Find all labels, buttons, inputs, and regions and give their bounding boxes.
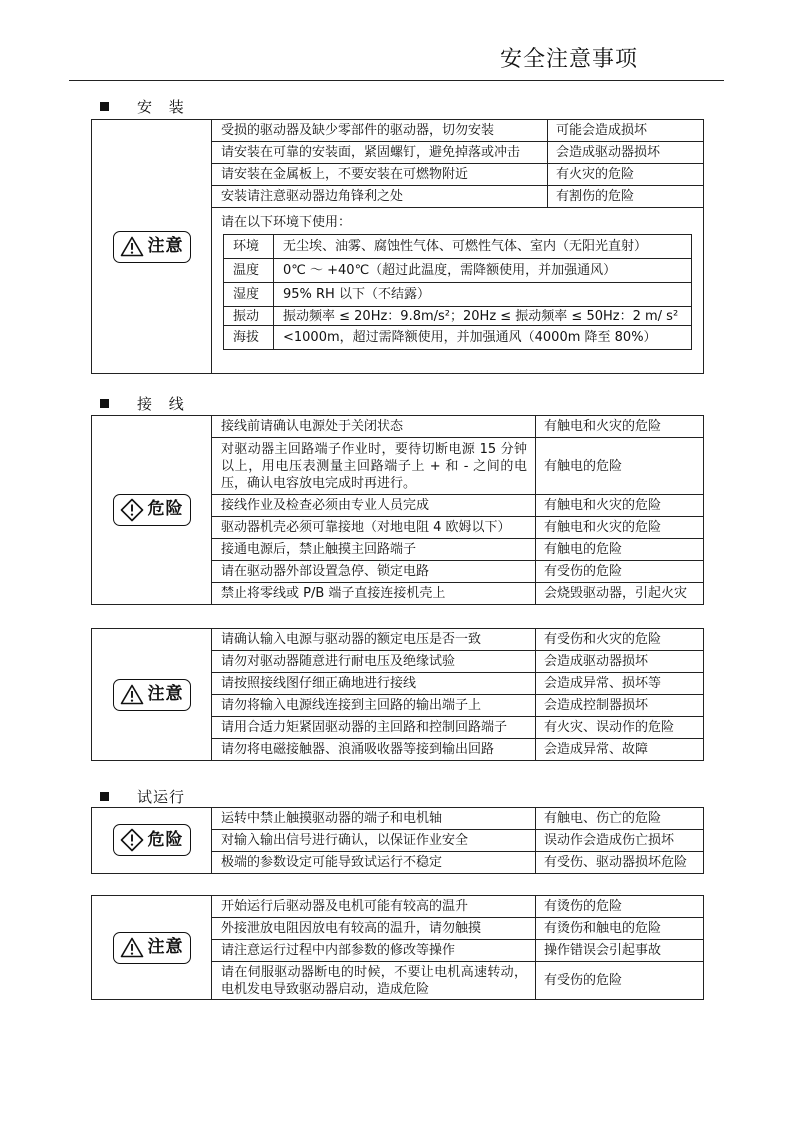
section-heading-text: 安 装 — [137, 98, 190, 116]
environment-table — [223, 234, 692, 350]
risk-text: 会造成驱动器损坏 — [548, 142, 704, 164]
env-value: 0℃ ～ +40℃（超过此温度，需降额使用，并加强通风） — [274, 259, 692, 283]
instruction-text: 请勿对驱动器随意进行耐电压及绝缘试验 — [212, 651, 536, 673]
table-row — [92, 629, 704, 651]
warning-triangle-icon — [120, 684, 144, 705]
instruction-text: 接线前请确认电源处于关闭状态 — [212, 416, 536, 438]
badge-label: 注意 — [147, 236, 184, 256]
instruction-text: 外接泄放电阻因放电有较高的温升，请勿触摸 — [212, 918, 536, 940]
page-title: 安全注意事项 — [500, 47, 639, 72]
risk-text: 会造成异常、故障 — [536, 739, 704, 761]
risk-text: 有触电、伤亡的危险 — [536, 808, 704, 830]
risk-text: 会造成异常、损坏等 — [536, 673, 704, 695]
env-key: 海拔 — [224, 326, 274, 350]
risk-text: 有触电和火灾的危险 — [536, 416, 704, 438]
instruction-text: 受损的驱动器及缺少零部件的驱动器，切勿安装 — [212, 120, 548, 142]
env-row — [224, 235, 692, 259]
danger-badge — [113, 494, 191, 526]
table-row — [92, 416, 704, 438]
env-row — [224, 259, 692, 283]
wiring-danger-table — [91, 415, 704, 605]
risk-text: 有触电和火灾的危险 — [536, 495, 704, 517]
square-bullet-icon — [100, 399, 109, 408]
risk-text: 有火灾的危险 — [548, 164, 704, 186]
badge-cell — [92, 120, 212, 374]
badge-cell — [92, 896, 212, 1000]
env-key: 湿度 — [224, 283, 274, 307]
risk-text: 误动作会造成伤亡损坏 — [536, 830, 704, 852]
section-heading-install — [100, 96, 190, 117]
caution-badge — [113, 231, 191, 263]
caution-badge — [113, 932, 191, 964]
instruction-text: 安装请注意驱动器边角锋利之处 — [212, 186, 548, 208]
instruction-text: 运转中禁止触摸驱动器的端子和电机轴 — [212, 808, 536, 830]
table-row — [92, 120, 704, 142]
badge-cell — [92, 416, 212, 605]
instruction-text: 对驱动器主回路端子作业时，要待切断电源 15 分钟以上，用电压表测量主回路端子上 + 和 - 之间的电压，确认电容放电完成时再进行。 — [212, 438, 536, 495]
square-bullet-icon — [100, 102, 109, 111]
instruction-text: 请勿将输入电源线连接到主回路的输出端子上 — [212, 695, 536, 717]
danger-badge — [113, 824, 191, 856]
title-rule — [69, 80, 724, 81]
risk-text: 有触电的危险 — [536, 539, 704, 561]
risk-text: 有受伤的危险 — [536, 962, 704, 1000]
risk-text: 有受伤和火灾的危险 — [536, 629, 704, 651]
danger-diamond-icon — [120, 828, 144, 852]
instruction-text: 极端的参数设定可能导致试运行不稳定 — [212, 852, 536, 874]
instruction-text: 对输入输出信号进行确认，以保证作业安全 — [212, 830, 536, 852]
instruction-text: 接通电源后，禁止触摸主回路端子 — [212, 539, 536, 561]
instruction-text: 请注意运行过程中内部参数的修改等操作 — [212, 940, 536, 962]
table-row — [92, 896, 704, 918]
warning-triangle-icon — [120, 937, 144, 958]
instruction-text: 请确认输入电源与驱动器的额定电压是否一致 — [212, 629, 536, 651]
risk-text: 可能会造成损坏 — [548, 120, 704, 142]
risk-text: 会造成控制器损坏 — [536, 695, 704, 717]
instruction-text: 请在驱动器外部设置急停、锁定电路 — [212, 561, 536, 583]
badge-cell — [92, 808, 212, 874]
caution-badge — [113, 679, 191, 711]
wiring-caution-table — [91, 628, 704, 761]
env-key: 振动 — [224, 307, 274, 326]
badge-label: 注意 — [147, 684, 184, 704]
env-value: 无尘埃、油雾、腐蚀性气体、可燃性气体、室内（无阳光直射） — [274, 235, 692, 259]
env-value: <1000m，超过需降额使用，并加强通风（4000m 降至 80%） — [274, 326, 692, 350]
instruction-text: 接线作业及检查必须由专业人员完成 — [212, 495, 536, 517]
risk-text: 有受伤、驱动器损坏危险 — [536, 852, 704, 874]
risk-text: 有触电和火灾的危险 — [536, 517, 704, 539]
risk-text: 有火灾、误动作的危险 — [536, 717, 704, 739]
env-key: 温度 — [224, 259, 274, 283]
env-value: 振动频率 ≤ 20Hz：9.8m/s²；20Hz ≤ 振动频率 ≤ 50Hz：2 m/ s² — [274, 307, 692, 326]
badge-cell — [92, 629, 212, 761]
square-bullet-icon — [100, 792, 109, 801]
badge-label: 危险 — [147, 829, 184, 850]
section-heading-wiring — [100, 393, 190, 414]
instruction-text: 请按照接线图仔细正确地进行接线 — [212, 673, 536, 695]
instruction-text: 请安装在金属板上，不要安装在可燃物附近 — [212, 164, 548, 186]
env-row — [224, 326, 692, 350]
risk-text: 会造成驱动器损坏 — [536, 651, 704, 673]
trial-caution-table — [91, 895, 704, 1000]
instruction-text: 请用合适力矩紧固驱动器的主回路和控制回路端子 — [212, 717, 536, 739]
risk-text: 会烧毁驱动器，引起火灾 — [536, 583, 704, 605]
trial-danger-table — [91, 807, 704, 874]
instruction-text: 驱动器机壳必须可靠接地（对地电阻 4 欧姆以下） — [212, 517, 536, 539]
table-row — [92, 808, 704, 830]
danger-diamond-icon — [120, 498, 144, 522]
env-row — [224, 283, 692, 307]
env-key: 环境 — [224, 235, 274, 259]
risk-text: 有受伤的危险 — [536, 561, 704, 583]
instruction-text: 禁止将零线或 P/B 端子直接连接机壳上 — [212, 583, 536, 605]
instruction-text: 开始运行后驱动器及电机可能有较高的温升 — [212, 896, 536, 918]
env-value: 95% RH 以下（不结露） — [274, 283, 692, 307]
badge-label: 注意 — [147, 937, 184, 957]
environment-cell — [212, 208, 704, 374]
instruction-text: 请安装在可靠的安装面，紧固螺钉，避免掉落或冲击 — [212, 142, 548, 164]
risk-text: 操作错误会引起事故 — [536, 940, 704, 962]
environment-intro: 请在以下环境下使用： — [221, 215, 352, 230]
risk-text: 有触电的危险 — [536, 438, 704, 495]
instruction-text: 请勿将电磁接触器、浪涌吸收器等接到输出回路 — [212, 739, 536, 761]
install-table — [91, 119, 704, 374]
risk-text: 有烫伤和触电的危险 — [536, 918, 704, 940]
badge-label: 危险 — [147, 499, 184, 519]
section-heading-text: 试运行 — [137, 788, 186, 806]
risk-text: 有烫伤的危险 — [536, 896, 704, 918]
warning-triangle-icon — [120, 236, 144, 257]
section-heading-text: 接 线 — [137, 395, 190, 413]
section-heading-trial-run — [100, 786, 185, 807]
env-row — [224, 307, 692, 326]
instruction-text: 请在伺服驱动器断电的时候，不要让电机高速转动，电机发电导致驱动器启动，造成危险 — [212, 962, 536, 1000]
risk-text: 有割伤的危险 — [548, 186, 704, 208]
